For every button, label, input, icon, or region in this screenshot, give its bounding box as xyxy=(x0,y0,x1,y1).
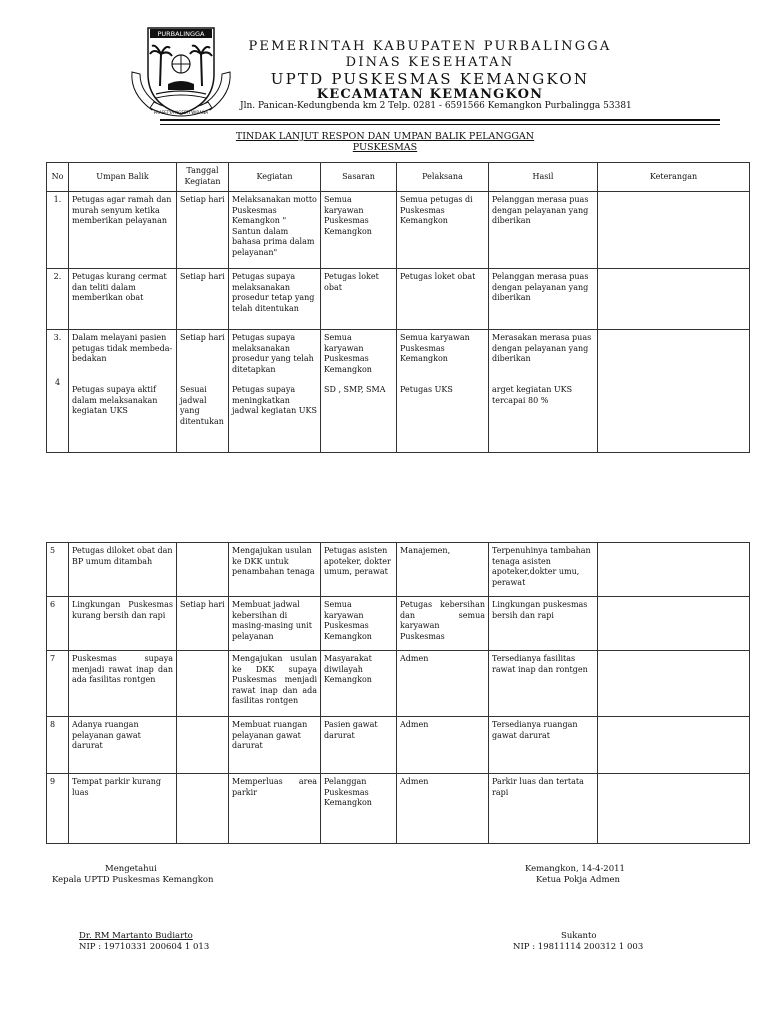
table-row xyxy=(47,774,750,844)
cell-sasaran: Petugas asisten apoteker, dokter umum, perawat xyxy=(321,543,397,597)
sig-left-nip: NIP : 19710331 200604 1 013 xyxy=(79,942,210,952)
cell-hasil: Terpenuhinya tambahan tenaga asisten apoteker,dokter umu, perawat xyxy=(489,543,598,597)
col-header-hasil: Hasil xyxy=(489,163,598,192)
table-row xyxy=(47,543,750,597)
cell-umpan-balik: Puskesmas supaya menjadi rawat inap dan ada fasilitas rontgen xyxy=(69,651,177,717)
cell-kegiatan: Melaksanakan motto Puskesmas Kemangkon " Santun dalam bahasa prima dalam pelayanan" xyxy=(229,192,321,269)
cell-keterangan xyxy=(598,543,750,597)
puskesmas-logo xyxy=(126,24,236,124)
cell-sasaran: Pasien gawat darurat xyxy=(321,717,397,774)
header-agency: DINAS KESEHATAN xyxy=(345,55,515,70)
col-header-no: No xyxy=(47,163,69,192)
cell-pelaksana: Admen xyxy=(397,717,489,774)
cell-keterangan xyxy=(598,774,750,844)
cell-tanggal: Setiap hari xyxy=(177,597,229,651)
cell-umpan-balik: Tempat parkir kurang luas xyxy=(69,774,177,844)
row3-no: 3. xyxy=(53,333,62,342)
cell-umpan-balik: Petugas diloket obat dan BP umum ditambah xyxy=(69,543,177,597)
cell-pelaksana: Admen xyxy=(397,651,489,717)
cell-hasil: Lingkungan puskesmas bersih dan rapi xyxy=(489,597,598,651)
cell-sasaran: Masyarakat diwilayah Kemangkon xyxy=(321,651,397,717)
cell-pelaksana xyxy=(397,330,489,453)
cell-keterangan xyxy=(598,717,750,774)
header-rule-thick xyxy=(160,119,720,121)
cell-tanggal xyxy=(177,330,229,453)
table-header-row xyxy=(47,163,750,192)
cell-tanggal xyxy=(177,651,229,717)
row3-sasaran: Semua karyawan Puskesmas Kemangkon xyxy=(324,333,372,374)
row4-hasil: arget kegiatan UKS tercapai 80 % xyxy=(492,385,573,405)
cell-kegiatan: Memperluas area parkir xyxy=(229,774,321,844)
row4-kegiatan: Petugas supaya meningkatkan jadwal kegiatan UKS xyxy=(232,385,317,416)
table-row xyxy=(47,192,750,269)
cell-sasaran: Semua karyawan Puskesmas Kemangkon xyxy=(321,192,397,269)
sig-right-nip: NIP : 19811114 200312 1 003 xyxy=(513,942,644,952)
row4-no: 4 xyxy=(54,377,61,387)
header-address: Jln. Panican-Kedungbenda km 2 Telp. 0281 - 6591566 Kemangkon Purbalingga 53381 xyxy=(240,101,632,111)
cell-tanggal: Setiap hari xyxy=(177,269,229,330)
col-header-tanggal: Tanggal Kegiatan xyxy=(177,163,229,192)
sig-left-acknowledged: Mengetahui xyxy=(105,864,157,874)
sig-left-position: Kepala UPTD Puskesmas Kemangkon xyxy=(52,875,214,885)
header-district: KECAMATAN KEMANGKON xyxy=(316,87,544,102)
cell-sasaran: Pelanggan Puskesmas Kemangkon xyxy=(321,774,397,844)
cell-keterangan xyxy=(598,597,750,651)
cell-kegiatan: Mengajukan usulan ke DKK untuk penambahan tenaga xyxy=(229,543,321,597)
sig-right-date: Kemangkon, 14-4-2011 xyxy=(525,864,625,874)
cell-hasil: Parkir luas dan tertata rapi xyxy=(489,774,598,844)
cell-keterangan xyxy=(598,330,750,453)
cell-pelaksana: Manajemen, xyxy=(397,543,489,597)
feedback-table-part2 xyxy=(46,542,750,844)
cell-umpan-balik: Lingkungan Puskesmas kurang bersih dan rapi xyxy=(69,597,177,651)
sig-left-name: Dr. RM Martanto Budiarto xyxy=(79,931,193,941)
row4-sasaran: SD , SMP, SMA xyxy=(324,385,386,394)
table-row xyxy=(47,597,750,651)
row4-pelaksana: Petugas UKS xyxy=(400,385,453,394)
cell-kegiatan: Membuat ruangan pelayanan gawat darurat xyxy=(229,717,321,774)
table-row xyxy=(47,651,750,717)
cell-no: 8 xyxy=(47,717,69,774)
row4-tanggal: Sesuai jadwal yang ditentukan xyxy=(180,385,224,426)
cell-hasil xyxy=(489,330,598,453)
cell-kegiatan xyxy=(229,330,321,453)
row3-hasil: Merasakan merasa puas dengan pelayanan yang diberikan xyxy=(492,333,592,364)
cell-umpan-balik: Petugas kurang cermat dan teliti dalam memberikan obat xyxy=(69,269,177,330)
sig-right-name: Sukanto xyxy=(561,931,597,941)
cell-tanggal: Setiap hari xyxy=(177,192,229,269)
cell-umpan-balik: Petugas agar ramah dan murah senyum ketika memberikan pelayanan xyxy=(69,192,177,269)
col-header-umpan-balik: Umpan Balik xyxy=(69,163,177,192)
cell-tanggal xyxy=(177,543,229,597)
col-header-sasaran: Sasaran xyxy=(321,163,397,192)
cell-kegiatan: Membuat jadwal kebersihan di masing-masing unit pelayanan xyxy=(229,597,321,651)
cell-hasil: Pelanggan merasa puas dengan pelayanan yang diberikan xyxy=(489,192,598,269)
cell-no: 5 xyxy=(47,543,69,597)
col-header-kegiatan: Kegiatan xyxy=(229,163,321,192)
col-header-pelaksana: Pelaksana xyxy=(397,163,489,192)
cell-no: 7 xyxy=(47,651,69,717)
row3-umpan: Dalam melayani pasien petugas tidak membeda-bedakan xyxy=(72,333,173,364)
sig-right-position: Ketua Pokja Admen xyxy=(536,875,621,885)
table-row-merged xyxy=(47,330,750,453)
cell-no: 1. xyxy=(47,192,69,269)
header-government: PEMERINTAH KABUPATEN PURBALINGGA xyxy=(248,39,612,54)
cell-pelaksana: Semua petugas di Puskesmas Kemangkon xyxy=(397,192,489,269)
row3-tanggal: Setiap hari xyxy=(180,333,225,342)
cell-no: 9 xyxy=(47,774,69,844)
cell-kegiatan: Mengajukan usulan ke DKK supaya Puskesmas menjadi rawat inap dan ada fasilitas rontgen xyxy=(229,651,321,717)
cell-sasaran xyxy=(321,330,397,453)
cell-umpan-balik: Adanya ruangan pelayanan gawat darurat xyxy=(69,717,177,774)
row3-pelaksana: Semua karyawan Puskesmas Kemangkon xyxy=(400,333,470,364)
cell-hasil: Pelanggan merasa puas dengan pelayanan yang diberikan xyxy=(489,269,598,330)
table-row xyxy=(47,269,750,330)
col-header-keterangan: Keterangan xyxy=(598,163,750,192)
cell-hasil: Tersedianya ruangan gawat darurat xyxy=(489,717,598,774)
cell-keterangan xyxy=(598,269,750,330)
logo-text: PURBALINGGA xyxy=(157,30,205,38)
cell-no: 6 xyxy=(47,597,69,651)
cell-no xyxy=(47,330,69,453)
cell-sasaran: Semua karyawan Puskesmas Kemangkon xyxy=(321,597,397,651)
cell-pelaksana: Admen xyxy=(397,774,489,844)
cell-keterangan xyxy=(598,192,750,269)
cell-tanggal xyxy=(177,717,229,774)
cell-hasil: Tersedianya fasilitas rawat inap dan rontgen xyxy=(489,651,598,717)
row3-kegiatan: Petugas supaya melaksanakan prosedur yang telah ditetapkan xyxy=(232,333,314,374)
row4-umpan: Petugas supaya aktif dalam melaksanakan kegiatan UKS xyxy=(72,385,158,416)
logo-motto: PRASETYA NGESTI WIBAWA xyxy=(153,110,209,115)
table-row xyxy=(47,717,750,774)
row-spacer xyxy=(50,344,65,378)
feedback-table-part1 xyxy=(46,162,750,453)
cell-kegiatan: Petugas supaya melaksanakan prosedur tetap yang telah ditentukan xyxy=(229,269,321,330)
header-rule-thin xyxy=(160,124,720,125)
cell-keterangan xyxy=(598,651,750,717)
document-title-line2: PUSKESMAS xyxy=(352,142,418,153)
header-institution: UPTD PUSKESMAS KEMANGKON xyxy=(270,70,590,88)
cell-pelaksana: Petugas kebersihan dan semua karyawan Puskesmas xyxy=(397,597,489,651)
cell-no: 2. xyxy=(47,269,69,330)
document-title: TINDAK LANJUT RESPON DAN UMPAN BALIK PELANGGAN xyxy=(235,131,535,142)
cell-sasaran: Petugas loket obat xyxy=(321,269,397,330)
cell-pelaksana: Petugas loket obat xyxy=(397,269,489,330)
cell-umpan-balik xyxy=(69,330,177,453)
cell-tanggal xyxy=(177,774,229,844)
